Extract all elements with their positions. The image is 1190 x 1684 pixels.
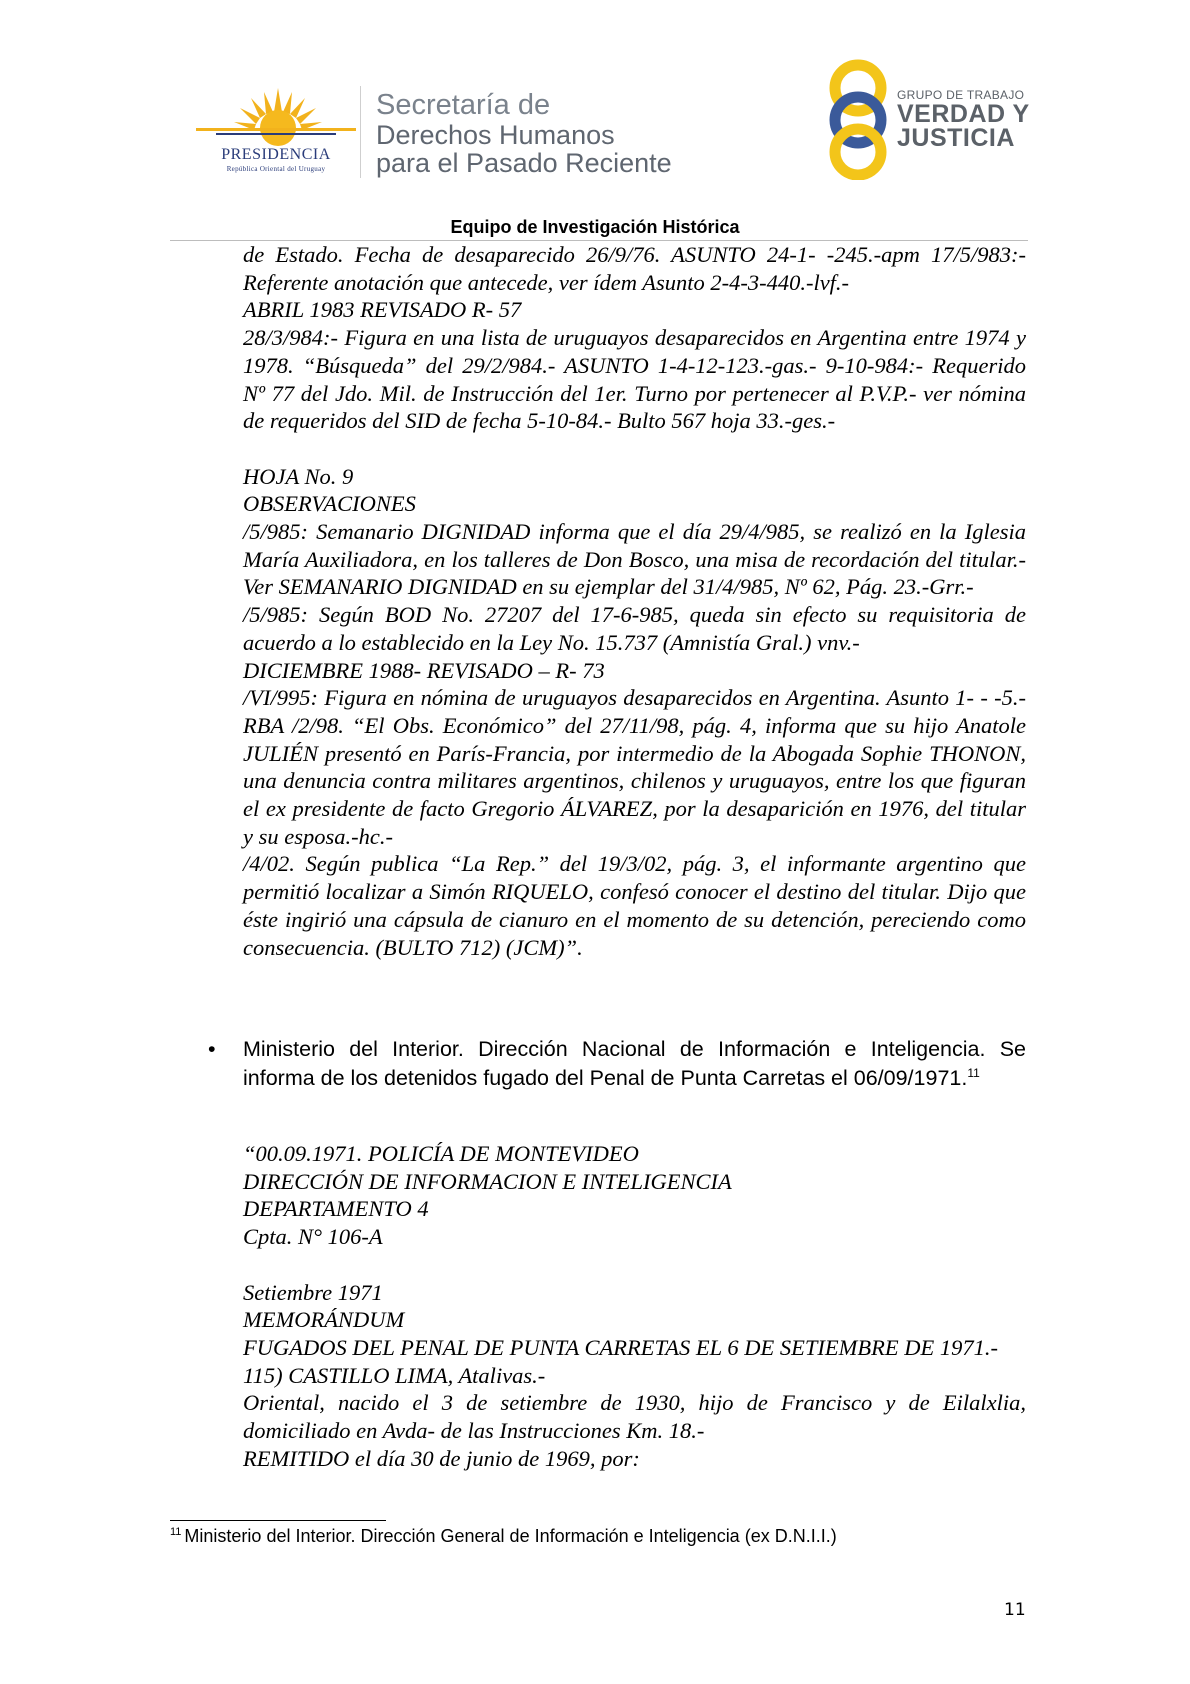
footnote-number: 11 bbox=[170, 1526, 182, 1538]
paragraph: DICIEMBRE 1988- REVISADO – R- 73 bbox=[243, 657, 605, 683]
paragraph: Oriental, nacido el 3 de setiembre de 1930, hijo de Francisco y de Eilalxlia, domiciliado en Avda- de las Instrucciones Km. 18.- bbox=[243, 1390, 1026, 1444]
record-text-block bbox=[243, 241, 1026, 961]
paragraph: /5/985: Según BOD No. 27207 del 17-6-985, queda sin efecto su requisitoria de acuerdo a lo establecido en la Ley No. 15.737 (Amnistía Gral.) vnv.- bbox=[243, 602, 1026, 655]
paragraph: DEPARTAMENTO 4 bbox=[243, 1196, 429, 1222]
paragraph: 28/3/984:- Figura en una lista de uruguayos desaparecidos en Argentina entre 1974 y 1978. “Búsqueda” del 29/2/984.- ASUNTO 1-4-12-123.-gas.- 9-10-984:- Requerido Nº 77 del Jdo. Mil. de Instrucción del 1er. Turno por pertenecer al P.V.P.- ver nómina de requeridos del SID de fecha 5-10-84.- Bulto 567 hoja 33.-ges.- bbox=[243, 325, 1026, 434]
footnote bbox=[170, 1526, 837, 1547]
paragraph: “00.09.1971. POLICÍA DE MONTEVIDEO bbox=[243, 1141, 639, 1166]
paragraph: /4/02. Según publica “La Rep.” del 19/3/02, pág. 3, el informante argentino que permitió localizar a Simón RIQUELO, confesó conocer el destino del titular. Dijo que éste ingirió una cápsula de cianuro en el momento de su detención, pereciendo como consecuencia. (BULTO 712) (JCM)”. bbox=[243, 851, 1026, 960]
bullet-item bbox=[208, 1035, 1026, 1092]
paragraph: de Estado. Fecha de desaparecido 26/9/76. ASUNTO 24-1- -245.-apm 17/5/983:- Referente anotación que antecede, ver ídem Asunto 2-4-3-440.-lvf.- bbox=[243, 242, 1026, 295]
paragraph: 115) CASTILLO LIMA, Atalivas.- bbox=[243, 1362, 546, 1388]
grupo-line-2: VERDAD Y bbox=[897, 100, 1030, 128]
presidencia-subtitle: República Oriental del Uruguay bbox=[226, 165, 326, 173]
footnote-text: Ministerio del Interior. Dirección General de Información e Inteligencia (ex D.N.I.I.) bbox=[184, 1526, 837, 1546]
grupo-line-1: GRUPO DE TRABAJO bbox=[897, 88, 1025, 102]
footnote-reference[interactable]: 11 bbox=[967, 1065, 980, 1080]
team-title: Equipo de Investigación Histórica bbox=[450, 217, 740, 237]
grupo-line-3: JUSTICIA bbox=[897, 124, 1015, 152]
header-divider bbox=[360, 86, 361, 178]
paragraph: FUGADOS DEL PENAL DE PUNTA CARRETAS EL 6 DE SETIEMBRE DE 1971.- bbox=[243, 1334, 998, 1360]
bullet-icon: • bbox=[208, 1037, 216, 1061]
presidencia-label: PRESIDENCIA bbox=[221, 146, 331, 163]
verdad-justicia-rings-logo bbox=[820, 58, 900, 180]
paragraph: ABRIL 1983 REVISADO R- 57 bbox=[243, 297, 522, 323]
secretaria-title bbox=[376, 90, 672, 177]
secretaria-line-2: Derechos Humanos bbox=[376, 120, 615, 150]
bullet-text bbox=[243, 1035, 1026, 1092]
paragraph: /5/985: Semanario DIGNIDAD informa que el día 29/4/985, se realizó en la Iglesia María Auxiliadora, en los talleres de Don Bosco, una misa de recordación del titular.- Ver SEMANARIO DIGNIDAD en su ejemplar del 31/4/985, Nº 62, Pág. 23.-Grr.- bbox=[243, 519, 1026, 600]
paragraph: OBSERVACIONES bbox=[243, 491, 416, 517]
secretaria-line-3: para el Pasado Reciente bbox=[376, 148, 672, 178]
paragraph: Cpta. N° 106-A bbox=[243, 1224, 383, 1250]
paragraph: MEMORÁNDUM bbox=[243, 1307, 405, 1333]
paragraph: /VI/995: Figura en nómina de uruguayos desaparecidos en Argentina. Asunto 1- - -5.- RBA /2/98. “El Obs. Económico” del 27/11/98, pág. 4, informa que su hijo Anatole JULIÉN presentó en París-Francia, por intermedio de la Abogada Sophie THONON, una denuncia contra militares argentinos, chilenos y uruguayos, entre los que figuran el ex presidente de facto Gregorio ÁLVAREZ, por la desaparición en 1976, del titular y su esposa.-hc.- bbox=[243, 685, 1026, 849]
secretaria-line-1: Secretaría de bbox=[376, 89, 551, 121]
paragraph: Setiembre 1971 bbox=[243, 1279, 383, 1305]
footnote-rule bbox=[170, 1520, 386, 1521]
memo-text-block bbox=[243, 1140, 1026, 1472]
paragraph: DIRECCIÓN DE INFORMACION E INTELIGENCIA bbox=[243, 1168, 732, 1194]
paragraph: HOJA No. 9 bbox=[243, 463, 354, 489]
bullet-text-content: Ministerio del Interior. Dirección Nacional de Información e Inteligencia. Se informa de los detenidos fugado del Penal de Punta Carretas el 06/09/1971. bbox=[243, 1037, 1026, 1090]
page-number: 11 bbox=[1004, 1600, 1026, 1620]
paragraph: REMITIDO el día 30 de junio de 1969, por: bbox=[243, 1445, 640, 1471]
grupo-trabajo-label bbox=[897, 88, 1030, 150]
